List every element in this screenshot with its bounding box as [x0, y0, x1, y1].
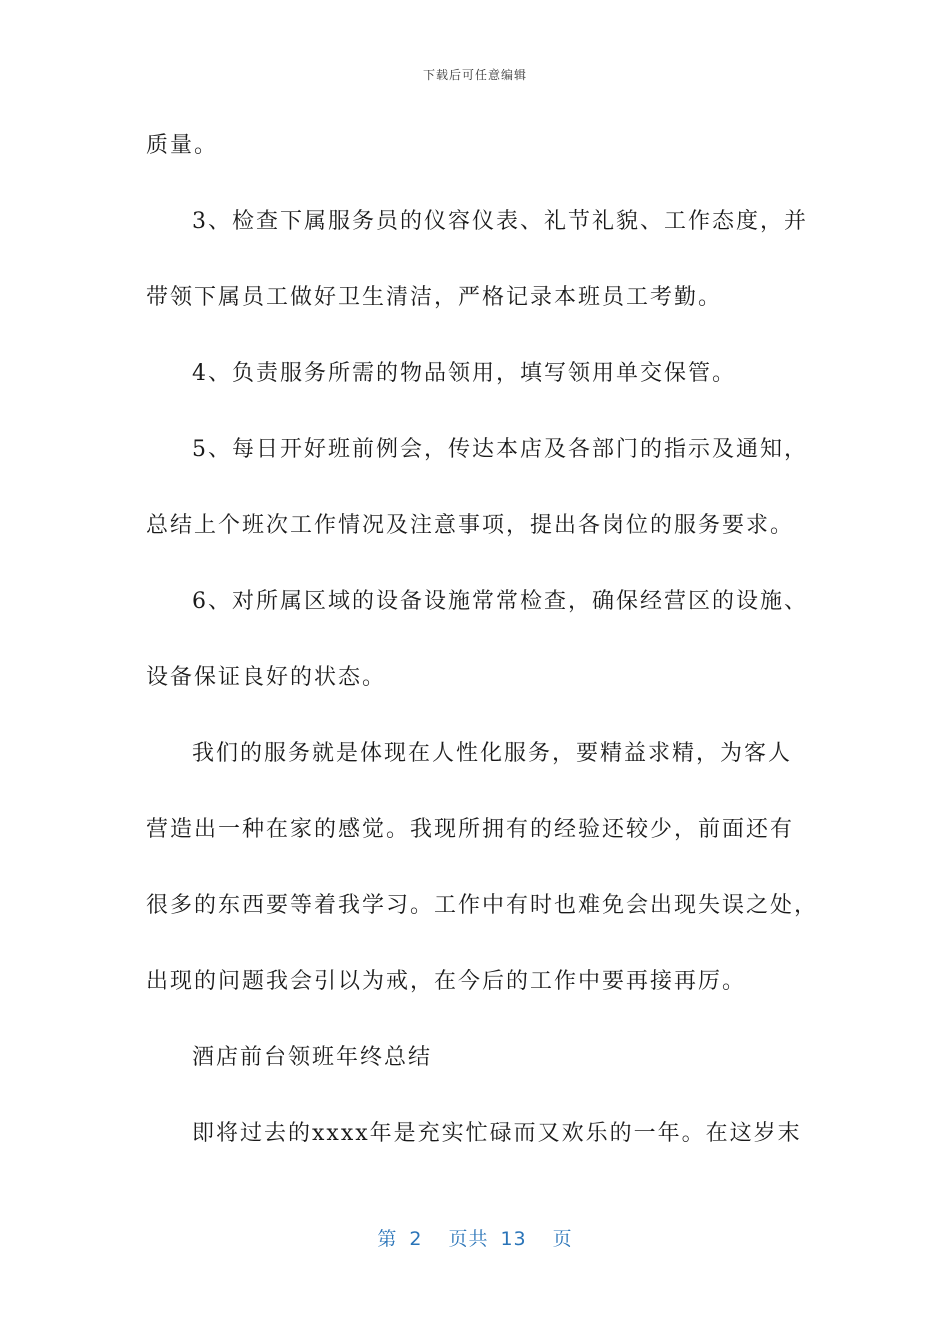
footer-total-pages: 13: [500, 1228, 527, 1250]
footer-di: 第: [377, 1228, 398, 1250]
text-line: 营造出一种在家的感觉。我现所拥有的经验还较少，前面还有: [146, 817, 795, 842]
text-line: 设备保证良好的状态。: [146, 665, 387, 690]
text-line: 即将过去的xxxx年是充实忙碌而又欢乐的一年。在这岁末: [192, 1121, 802, 1146]
text-line: 很多的东西要等着我学习。工作中有时也难免会出现失误之处，: [146, 893, 819, 918]
document-body: [146, 124, 819, 1188]
text-line: 总结上个班次工作情况及注意事项，提出各岗位的服务要求。: [146, 513, 795, 538]
text-line: 质量。: [146, 133, 219, 158]
footer-current-page: 2: [409, 1228, 423, 1250]
section-title: 酒店前台领班年终总结: [192, 1045, 433, 1070]
text-line: 3、检查下属服务员的仪容仪表、礼节礼貌、工作态度，并: [192, 209, 808, 234]
footer-ye: 页: [552, 1228, 573, 1250]
text-line: 出现的问题我会引以为戒，在今后的工作中要再接再厉。: [146, 969, 747, 994]
page-footer: [0, 1224, 950, 1251]
text-line: 6、对所属区域的设备设施常常检查，确保经营区的设施、: [192, 589, 808, 614]
text-line: 我们的服务就是体现在人性化服务，要精益求精，为客人: [192, 741, 793, 766]
footer-ye-gong: 页共: [448, 1228, 489, 1250]
text-line: 带领下属员工做好卫生清洁，严格记录本班员工考勤。: [146, 285, 723, 310]
text-line: 4、负责服务所需的物品领用，填写领用单交保管。: [192, 361, 736, 386]
text-line: 5、每日开好班前例会，传达本店及各部门的指示及通知，: [192, 437, 808, 462]
header-note: 下载后可任意编辑: [422, 68, 527, 82]
